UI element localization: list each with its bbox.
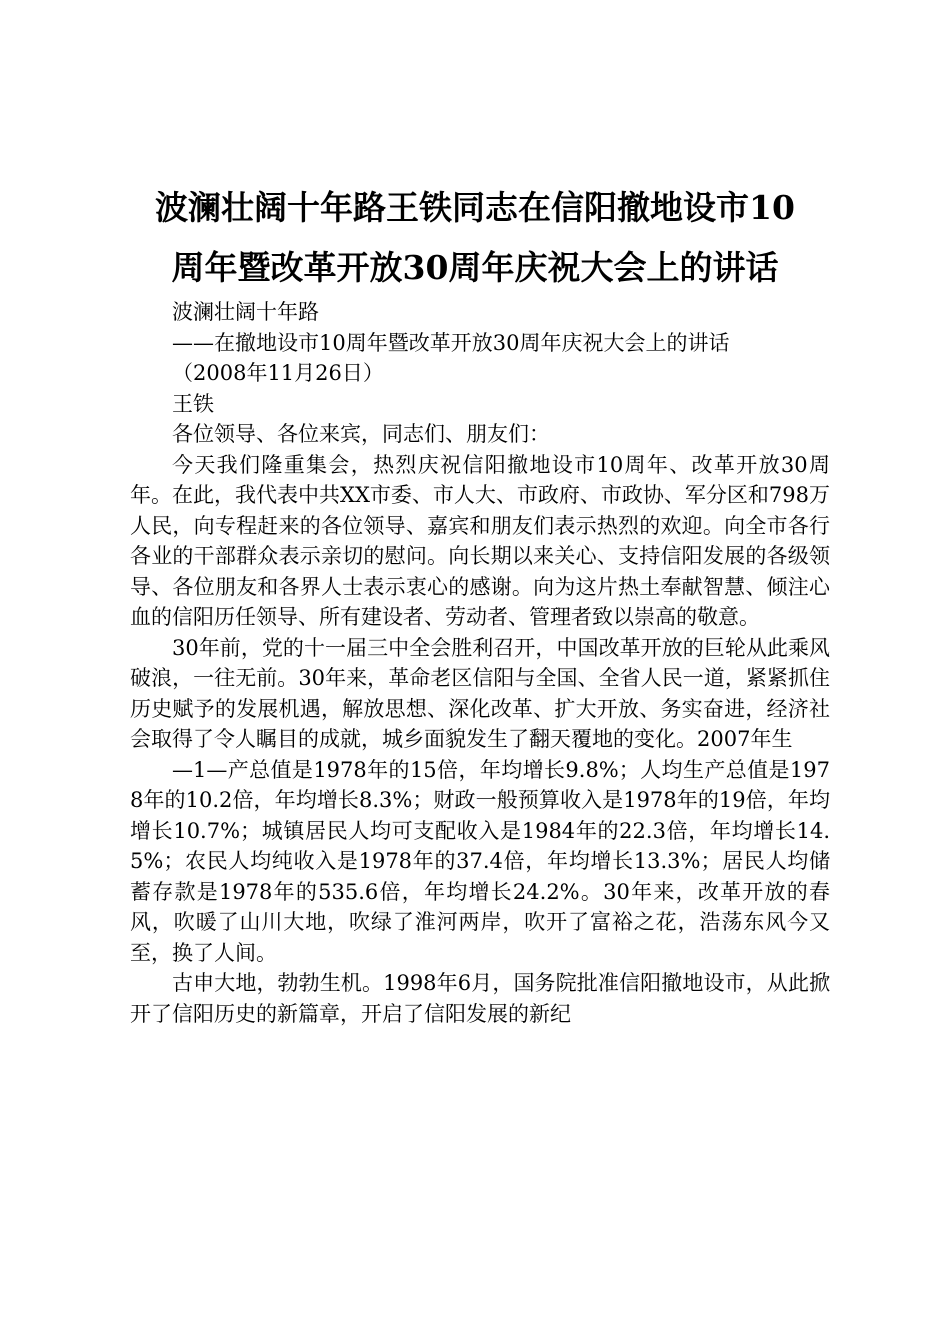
body-paragraph-3: —1—产总值是1978年的15倍，年均增长9.8%；人均生产总值是1978年的10.2倍，年均增长8.3%；财政一般预算收入是1978年的19倍，年均增长10.7%；城镇居民人均可支配收入是1984年的22.3倍，年均增长14.5%；农民人均纯收入是1978年的37.4倍，年均增长13.3%；居民人均储蓄存款是1978年的535.6倍，年均增长24.2%。30年来，改革开放的春风，吹暖了山川大地，吹绿了淮河两岸，吹开了富裕之花，浩荡东风今又至，换了人间。	[130, 757, 830, 965]
title-line-2: 周年暨改革开放30周年庆祝大会上的讲话	[171, 248, 779, 287]
document-title	[100, 178, 850, 298]
speaker-name: 王铁	[172, 391, 214, 416]
title-line-1: 波澜壮阔十年路王铁同志在信阳撤地设市10	[155, 188, 795, 227]
speech-heading: 波澜壮阔十年路	[172, 300, 319, 324]
body-paragraph-2: 30年前，党的十一届三中全会胜利召开，中国改革开放的巨轮从此乘风破浪，一往无前。30年来，革命老区信阳与全国、全省人民一道，紧紧抓住历史赋予的发展机遇，解放思想、深化改革、扩大开放、务实奋进，经济社会取得了令人瞩目的成就，城乡面貌发生了翻天覆地的变化。2007年生	[130, 635, 830, 751]
salutation: 各位领导、各位来宾，同志们、朋友们：	[172, 422, 550, 446]
body-paragraph-1: 今天我们隆重集会，热烈庆祝信阳撤地设市10周年、改革开放30周年。在此，我代表中共XX市委、市人大、市政府、市政协、军分区和798万人民，向专程赶来的各位领导、嘉宾和朋友们表示热烈的欢迎。向全市各行各业的干部群众表示亲切的慰问。向长期以来关心、支持信阳发展的各级领导、各位朋友和各界人士表示衷心的感谢。向为这片热土奉献智慧、倾注心血的信阳历任领导、所有建设者、劳动者、管理者致以崇高的敬意。	[130, 452, 830, 629]
speech-date: （2008年11月26日）	[172, 361, 384, 385]
speech-subheading: ——在撤地设市10周年暨改革开放30周年庆祝大会上的讲话	[172, 330, 730, 355]
body-paragraph-4: 古申大地，勃勃生机。1998年6月，国务院批准信阳撤地设市，从此掀开了信阳历史的新篇章，开启了信阳发展的新纪	[130, 971, 830, 1026]
document-body	[130, 297, 830, 1029]
